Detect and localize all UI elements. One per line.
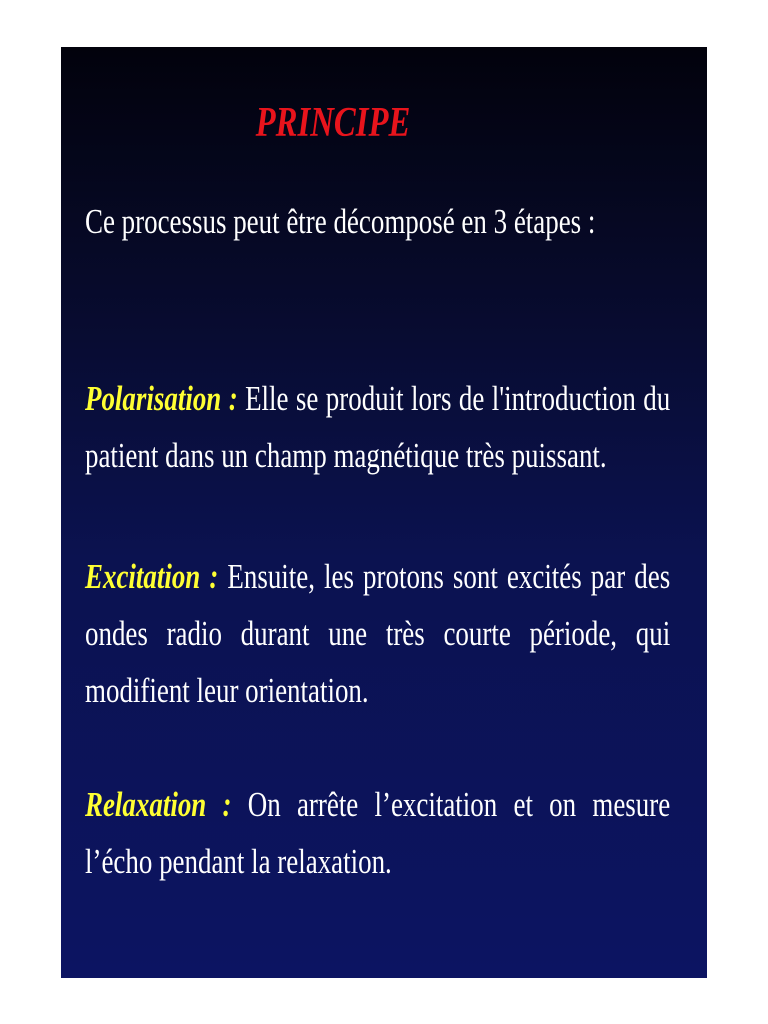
step-term: Excitation : bbox=[85, 557, 219, 596]
slide bbox=[61, 47, 707, 978]
slide-title: PRINCIPE bbox=[255, 100, 411, 146]
intro-text: Ce processus peut être décomposé en 3 étapes : bbox=[85, 202, 596, 241]
step-description: Elle se produit lors de l'introduction du patient dans un champ magnétique très puissant. bbox=[85, 379, 671, 475]
step-relaxation bbox=[85, 776, 670, 890]
step-excitation bbox=[85, 548, 670, 719]
step-term: Polarisation : bbox=[85, 379, 238, 418]
step-term: Relaxation : bbox=[85, 785, 232, 824]
step-polarisation bbox=[85, 370, 670, 484]
step-description: Ensuite, les protons sont excités par des ondes radio durant une très courte période, qui modifient leur orientation. bbox=[85, 557, 671, 710]
step-description: On arrête l’excitation et on mesure l’écho pendant la relaxation. bbox=[85, 785, 671, 881]
